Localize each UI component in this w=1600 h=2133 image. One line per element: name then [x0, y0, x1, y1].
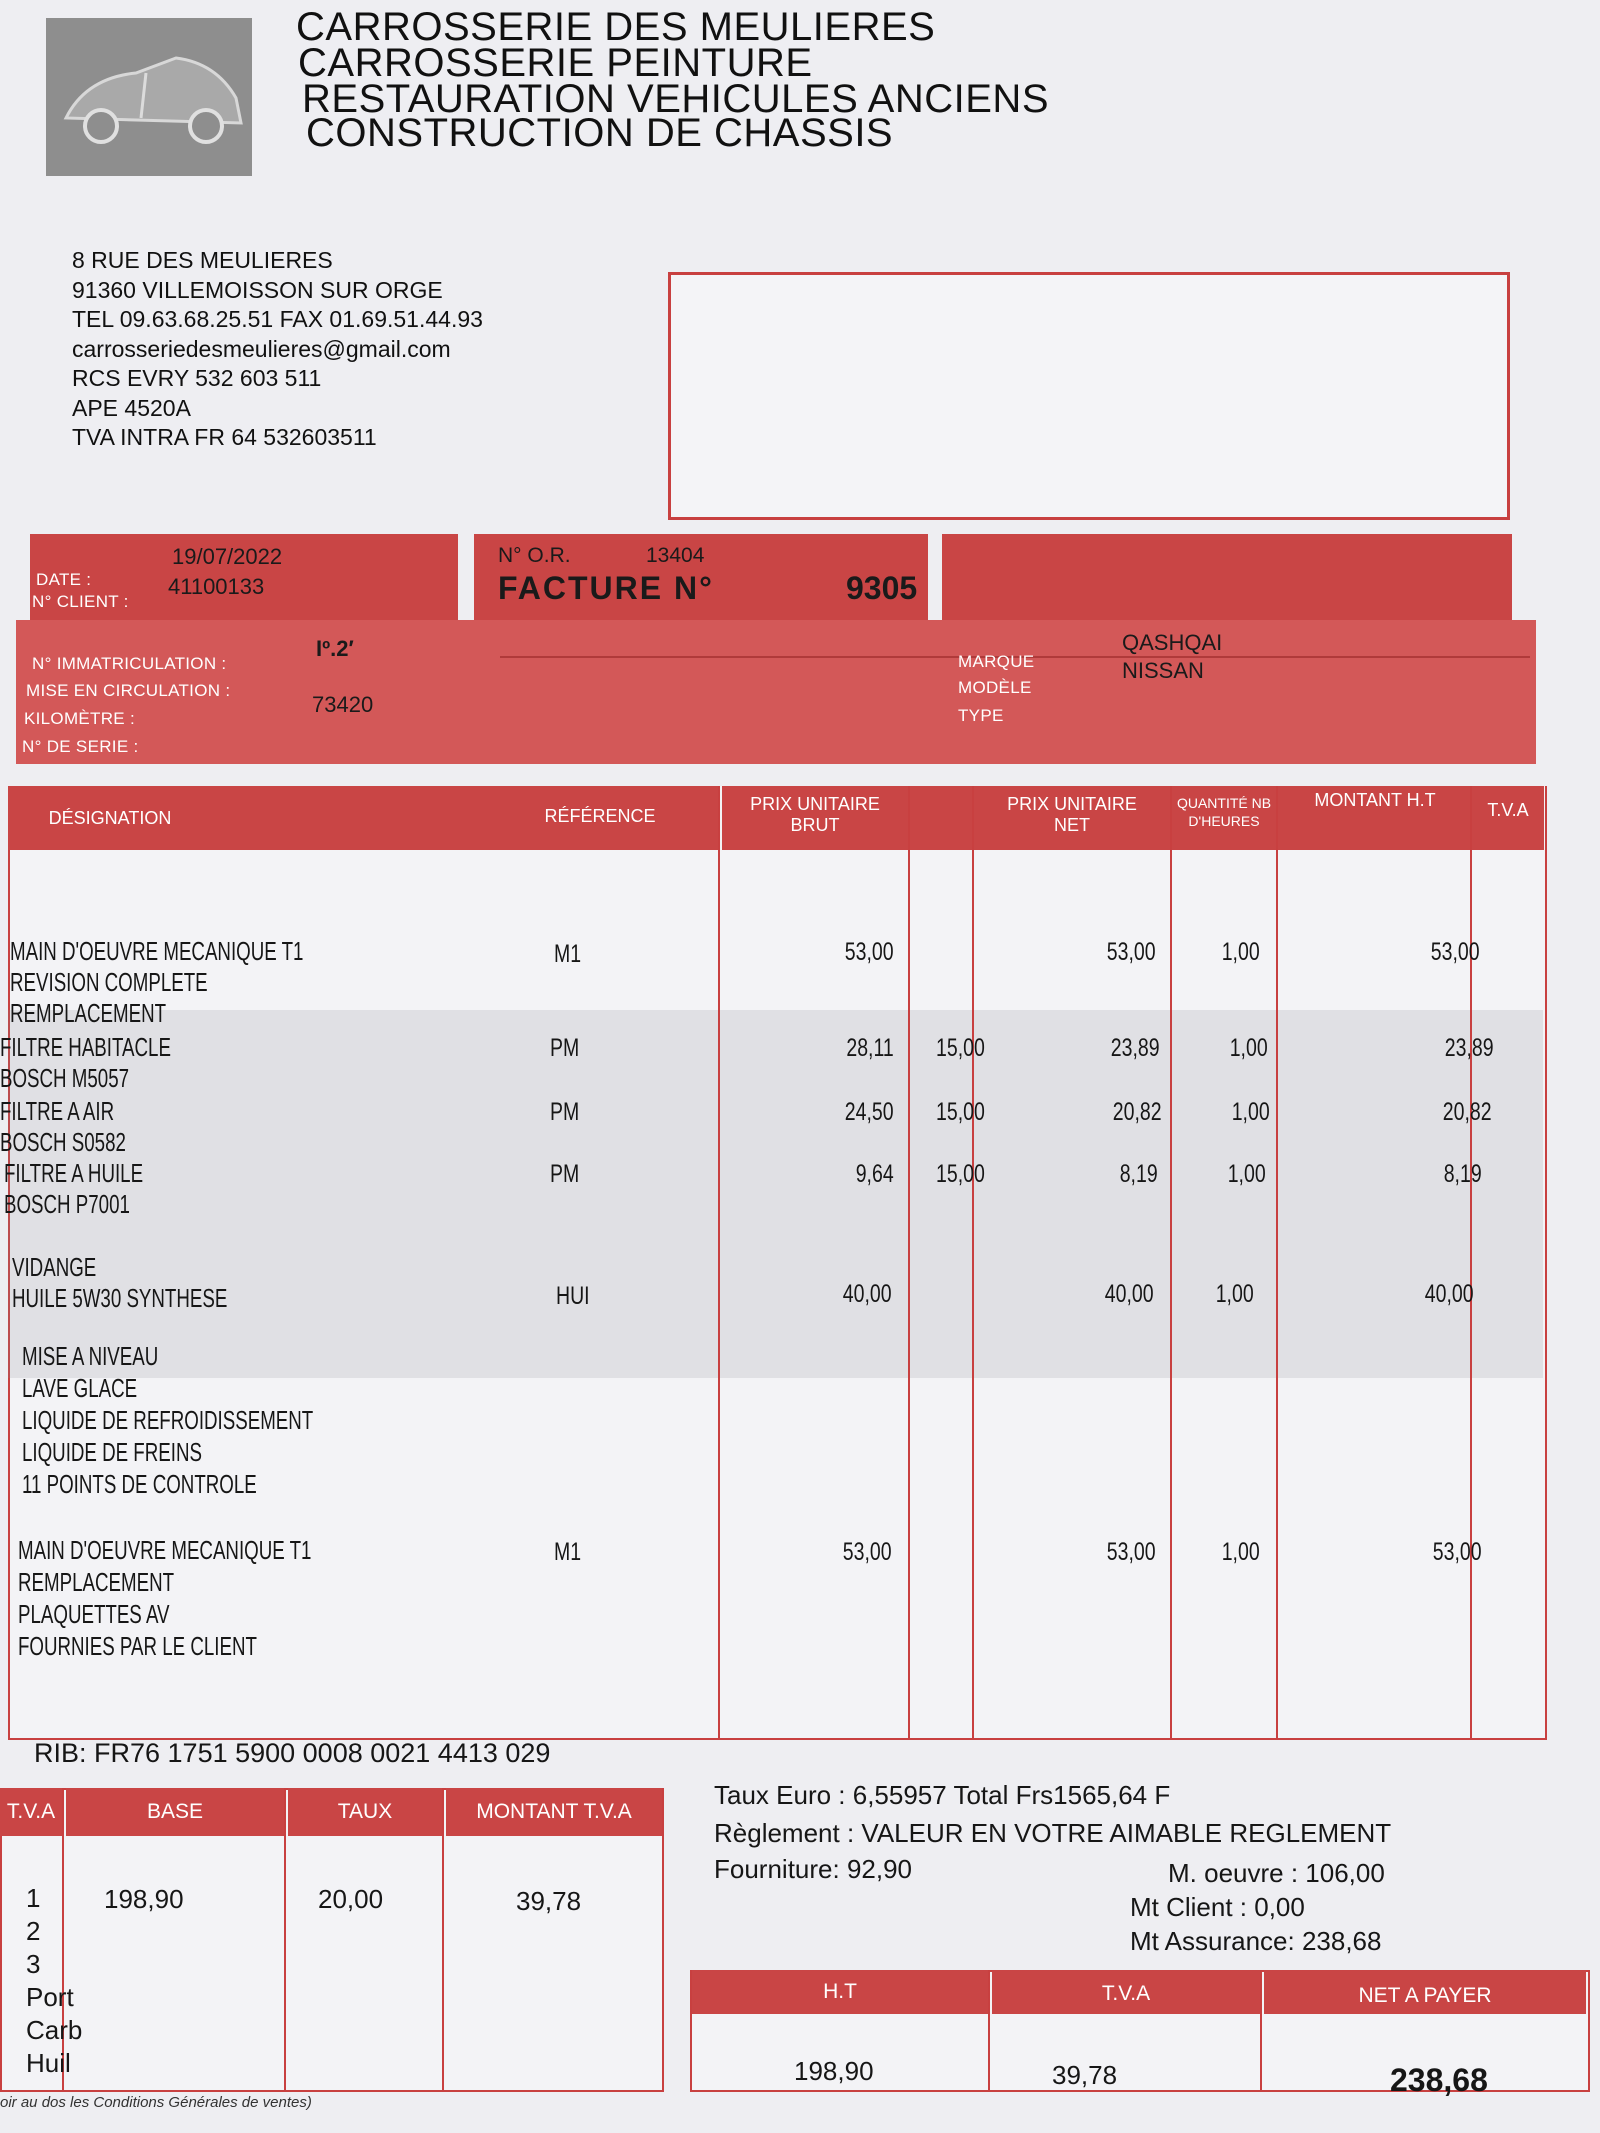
- row-qty: 1,00: [1230, 1034, 1268, 1062]
- totals-col-line-1: [988, 1970, 990, 2090]
- row-pu-net: 20,82: [1113, 1098, 1162, 1126]
- marque-label: MARQUE: [958, 652, 1035, 671]
- row-pu-brut: 28,11: [846, 1034, 894, 1062]
- row-qty: 1,00: [1222, 938, 1260, 966]
- tva-th-taux: TAUX: [337, 1800, 393, 1823]
- col-line-4: [1170, 786, 1172, 1738]
- row-pu-net: 8,19: [1120, 1160, 1158, 1188]
- tva-base: 198,90: [104, 1884, 184, 1914]
- rib: RIB: FR76 1751 5900 0008 0021 4413 029: [34, 1738, 551, 1768]
- row-designation: MISE A NIVEAU LAVE GLACE LIQUIDE DE REFROIDISSEMENT LIQUIDE DE FREINS 11 POINTS DE CONTROLE: [22, 1341, 314, 1499]
- row-pu-net: 53,00: [1107, 1538, 1156, 1566]
- facture-number: 9305: [846, 570, 918, 606]
- row-reference: PM: [550, 1034, 580, 1062]
- row-ht: 20,82: [1443, 1098, 1492, 1126]
- modele-label: MODÈLE: [958, 678, 1032, 697]
- th-designation: DÉSIGNATION: [48, 808, 172, 828]
- tva-th-base: BASE: [146, 1800, 204, 1823]
- tva-taux: 20,00: [318, 1884, 384, 1914]
- serie-label: N° DE SERIE :: [22, 737, 139, 756]
- totals-th-ht: H.T: [823, 1980, 857, 2003]
- vehicle-bar: [16, 620, 1536, 764]
- taux-euro: Taux Euro : 6,55957 Total Frs1565,64 F: [714, 1780, 1171, 1810]
- row-pu-brut: 40,00: [843, 1280, 892, 1308]
- recipient-box: [668, 272, 1510, 520]
- total-tva: 39,78: [1052, 2060, 1118, 2090]
- type-label: TYPE: [958, 706, 1004, 725]
- row-reference: PM: [550, 1160, 580, 1188]
- address-street: 8 RUE DES MEULIERES: [72, 247, 333, 273]
- total-ht: 198,90: [794, 2056, 874, 2086]
- totals-th-tva: T.V.A: [1101, 1982, 1151, 2005]
- row-designation: FILTRE HABITACLE BOSCH M5057: [0, 1032, 171, 1093]
- th-pu-net: PRIX UNITAIRE NET: [1007, 794, 1137, 835]
- row-pu-brut: 9,64: [856, 1160, 894, 1188]
- row-qty: 1,00: [1228, 1160, 1266, 1188]
- row-pu-net: 40,00: [1105, 1280, 1154, 1308]
- row-remise: 15,00: [936, 1160, 985, 1188]
- immat-value: Iº.2′: [316, 636, 354, 661]
- invoice-date: 19/07/2022: [172, 544, 283, 569]
- company-activity-2: RESTAURATION VEHICULES ANCIENS: [302, 77, 1049, 121]
- col-line-2: [908, 786, 910, 1738]
- row-remise: 15,00: [936, 1098, 985, 1126]
- tva-th-code: T.V.A: [6, 1800, 56, 1823]
- address-email: carrosseriedesmeulieres@gmail.com: [72, 335, 451, 362]
- th-qty: QUANTITÉ NB D'HEURES: [1176, 795, 1272, 829]
- row-ht: 53,00: [1433, 1538, 1482, 1566]
- tva-col-line-2: [284, 1788, 286, 2090]
- vehicle-brand: NISSAN: [1122, 658, 1204, 683]
- row-reference: M1: [554, 1538, 582, 1566]
- row-designation: FILTRE A AIR BOSCH S0582: [0, 1096, 126, 1157]
- net-a-payer: 238,68: [1390, 2062, 1488, 2098]
- row-designation: MAIN D'OEUVRE MECANIQUE T1 REVISION COMPLETE REMPLACEMENT: [10, 936, 304, 1028]
- address-phone: TEL 09.63.68.25.51 FAX 01.69.51.44.93: [72, 306, 483, 332]
- client-number: 41100133: [168, 574, 265, 599]
- company-address-block: [72, 246, 483, 453]
- m-oeuvre: M. oeuvre : 106,00: [1168, 1858, 1385, 1888]
- car-logo-icon: [46, 18, 252, 176]
- row-pu-net: 23,89: [1111, 1034, 1160, 1062]
- or-label: N° O.R.: [498, 544, 571, 567]
- mt-client: Mt Client : 0,00: [1130, 1892, 1305, 1922]
- totals-col-line-2: [1260, 1970, 1262, 2090]
- row-designation: FILTRE A HUILE BOSCH P7001: [4, 1158, 144, 1219]
- th-montant: MONTANT H.T: [1314, 790, 1436, 810]
- vehicle-model: QASHQAI: [1122, 630, 1223, 655]
- row-reference: HUI: [556, 1282, 590, 1310]
- tva-col-line-3: [442, 1788, 444, 2090]
- row-pu-brut: 24,50: [845, 1098, 894, 1126]
- circulation-label: MISE EN CIRCULATION :: [26, 681, 231, 700]
- company-activity-3: CONSTRUCTION DE CHASSIS: [306, 111, 894, 155]
- company-name: CARROSSERIE DES MEULIERES: [296, 5, 936, 49]
- row-designation: MAIN D'OEUVRE MECANIQUE T1 REMPLACEMENT PLAQUETTES AV FOURNIES PAR LE CLIENT: [18, 1535, 312, 1661]
- address-rcs: RCS EVRY 532 603 511: [72, 365, 322, 391]
- header-remise: [910, 786, 972, 850]
- row-qty: 1,00: [1216, 1280, 1254, 1308]
- row-ht: 53,00: [1431, 938, 1480, 966]
- th-pu-brut: PRIX UNITAIRE BRUT: [750, 794, 880, 835]
- th-reference: RÉFÉRENCE: [544, 806, 656, 826]
- row-pu-net: 53,00: [1107, 938, 1156, 966]
- row-pu-brut: 53,00: [845, 938, 894, 966]
- immat-label: N° IMMATRICULATION :: [32, 654, 227, 673]
- mt-assurance: Mt Assurance: 238,68: [1130, 1926, 1382, 1956]
- kilometre-value: 73420: [312, 692, 374, 717]
- tva-th-montant: MONTANT T.V.A: [476, 1800, 632, 1823]
- th-tva: T.V.A: [1487, 800, 1529, 820]
- company-activity-1: CARROSSERIE PEINTURE: [298, 41, 813, 85]
- col-line-1: [718, 786, 720, 1738]
- invoice-bar-right: [942, 534, 1512, 620]
- address-city: 91360 VILLEMOISSON SUR ORGE: [72, 276, 443, 303]
- row-remise: 15,00: [936, 1034, 985, 1062]
- row-ht: 40,00: [1425, 1280, 1474, 1308]
- reglement: Règlement : VALEUR EN VOTRE AIMABLE REGLEMENT: [714, 1818, 1392, 1848]
- client-label: N° CLIENT :: [32, 592, 129, 611]
- date-label: DATE :: [36, 570, 92, 589]
- or-number: 13404: [646, 544, 705, 567]
- footer-note: oir au dos les Conditions Générales de ventes): [0, 2094, 312, 2111]
- row-pu-brut: 53,00: [843, 1538, 892, 1566]
- row-ht: 23,89: [1445, 1034, 1494, 1062]
- col-line-5: [1276, 786, 1278, 1738]
- tva-codes: 1 2 3 Port Carb Huil: [26, 1883, 83, 2078]
- address-tva: TVA INTRA FR 64 532603511: [72, 424, 377, 450]
- totals-th-net: NET A PAYER: [1358, 1984, 1492, 2007]
- company-logo: [46, 18, 252, 176]
- row-qty: 1,00: [1232, 1098, 1270, 1126]
- table-fold-shadow: [8, 1010, 1543, 1378]
- row-designation: VIDANGE HUILE 5W30 SYNTHESE: [12, 1252, 228, 1313]
- row-reference: PM: [550, 1098, 580, 1126]
- row-ht: 8,19: [1444, 1160, 1482, 1188]
- row-reference: M1: [554, 940, 582, 968]
- facture-label: FACTURE N°: [498, 570, 714, 606]
- tva-montant: 39,78: [516, 1886, 582, 1916]
- address-ape: APE 4520A: [72, 394, 191, 421]
- kilometre-label: KILOMÈTRE :: [24, 709, 135, 728]
- col-line-6: [1470, 786, 1472, 1738]
- col-line-3: [972, 786, 974, 1738]
- fourniture: Fourniture: 92,90: [714, 1854, 913, 1884]
- row-qty: 1,00: [1222, 1538, 1260, 1566]
